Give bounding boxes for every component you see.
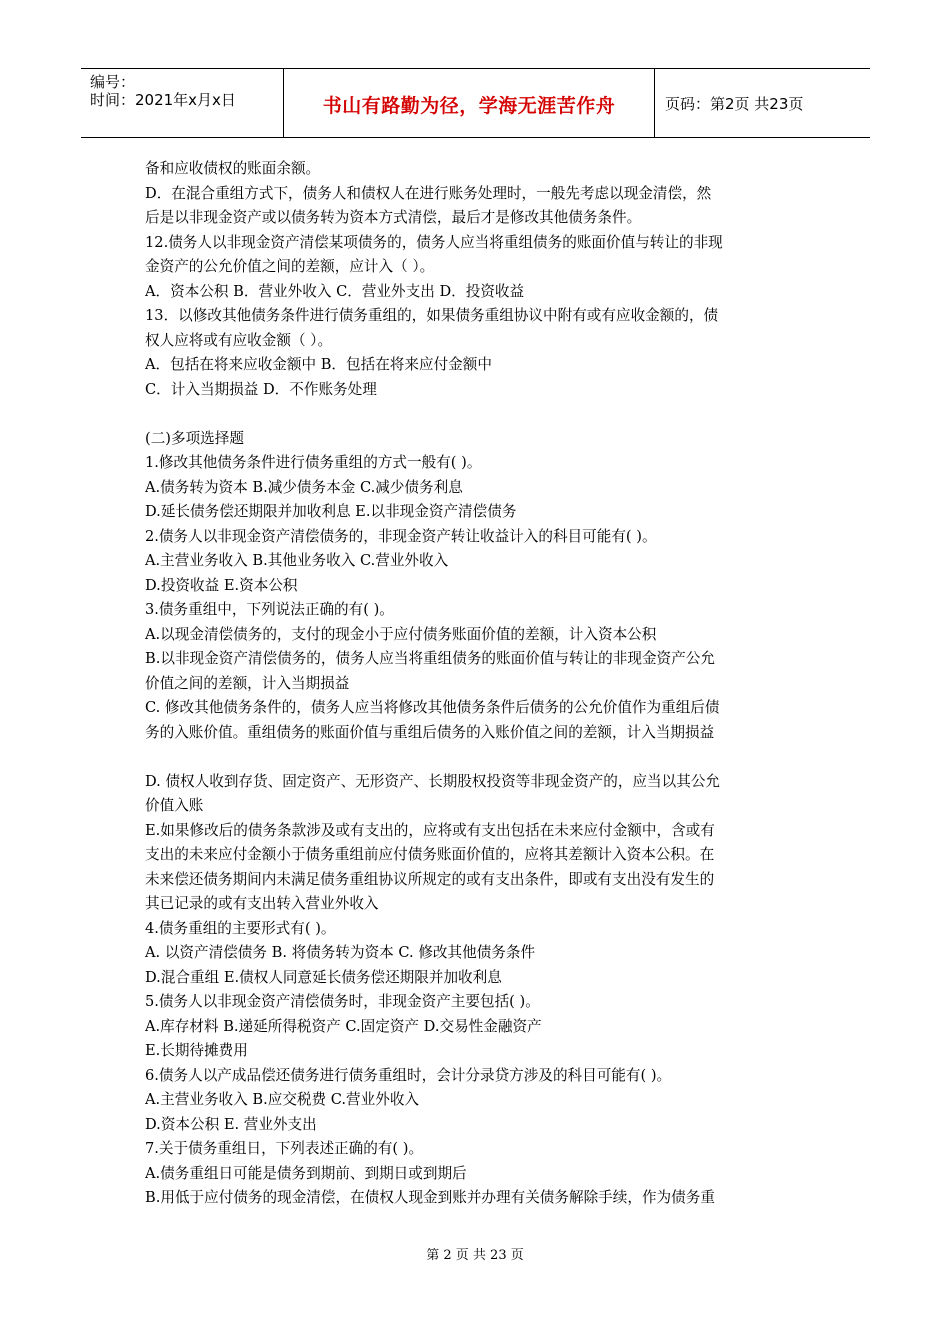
document-body — [145, 157, 810, 1211]
text-line: A.以现金清偿债务的，支付的现金小于应付债务账面价值的差额，计入资本公积 — [145, 625, 657, 643]
text-line: (二)多项选择题 — [145, 429, 244, 447]
text-line: D. 债权人收到存货、固定资产、无形资产、长期股权投资等非现金资产的，应当以其公允 — [145, 772, 721, 790]
page-footer: 第 2 页 共 23 页 — [426, 1248, 524, 1263]
text-line: A.债务转为资本 B.减少债务本金 C.减少债务利息 — [145, 478, 463, 496]
text-line: A．包括在将来应收金额中 B．包括在将来应付金额中 — [145, 356, 492, 373]
text-line: C．计入当期损益 D．不作账务处理 — [145, 380, 377, 398]
text-line: D.投资收益 E.资本公积 — [145, 576, 298, 594]
text-line: 务的入账价值。重组债务的账面价值与重组后债务的入账价值之间的差额，计入当期损益 — [145, 723, 715, 741]
text-line: 1.修改其他债务条件进行债务重组的方式一般有( )。 — [145, 454, 482, 471]
text-line: A.主营业务收入 B.应交税费 C.营业外收入 — [145, 1091, 420, 1108]
text-line: A．资本公积 B．营业外收入 C．营业外支出 D．投资收益 — [145, 282, 525, 300]
header-motto-cell — [284, 69, 655, 137]
text-line: 其已记录的或有支出转入营业外收入 — [145, 895, 379, 912]
text-line: 金资产的公允价值之间的差额，应计入（ ）。 — [145, 258, 435, 275]
text-line: C. 修改其他债务条件的，债务人应当将修改其他债务条件后债务的公允价值作为重组后债 — [145, 699, 720, 716]
header-meta-cell — [81, 69, 284, 137]
text-line: B.用低于应付债务的现金清偿，在债权人现金到账并办理有关债务解除手续，作为债务重 — [145, 1189, 715, 1206]
text-line: 后是以非现金资产或以债务转为资本方式清偿，最后才是修改其他债务条件。 — [145, 209, 642, 226]
text-line: A.债务重组日可能是债务到期前、到期日或到期后 — [145, 1164, 467, 1182]
text-line: 价值之间的差额，计入当期损益 — [145, 674, 350, 692]
text-line: D.混合重组 E.债权人同意延长债务偿还期限并加收利息 — [145, 968, 502, 986]
header-motto: 书山有路勤为径，学海无涯苦作舟 — [322, 95, 616, 117]
text-line: D.延长债务偿还期限并加收利息 E.以非现金资产清偿债务 — [145, 503, 517, 520]
text-line: 未来偿还债务期间内未满足债务重组协议所规定的或有支出条件，即或有支出没有发生的 — [145, 870, 715, 888]
text-line: E.如果修改后的债务条款涉及或有支出的，应将或有支出包括在未来应付金额中，含或有 — [145, 821, 715, 839]
text-line: 13．以修改其他债务条件进行债务重组的，如果债务重组协议中附有或有应收金额的，债 — [145, 307, 719, 324]
text-line — [145, 402, 810, 427]
text-line — [145, 745, 810, 770]
text-line: 备和应收债权的账面余额。 — [145, 160, 321, 177]
text-line: 权人应将或有应收金额（ ）。 — [145, 331, 333, 349]
text-line: 3.债务重组中，下列说法正确的有( )。 — [145, 601, 394, 618]
text-line: E.长期待摊费用 — [145, 1042, 248, 1059]
text-line: 6.债务人以产成品偿还债务进行债务重组时，会计分录贷方涉及的科目可能有( )。 — [145, 1066, 672, 1084]
text-line: 2.债务人以非现金资产清偿债务的，非现金资产转让收益计入的科目可能有( )。 — [145, 527, 657, 545]
text-line: A.主营业务收入 B.其他业务收入 C.营业外收入 — [145, 552, 449, 569]
text-line: 7.关于债务重组日，下列表述正确的有( )。 — [145, 1140, 424, 1157]
text-line: 支出的未来应付金额小于债务重组前应付债务账面价值的，应将其差额计入资本公积。在 — [145, 846, 715, 863]
text-line: 12.债务人以非现金资产清偿某项债务的，债务人应当将重组债务的账面价值与转让的非现 — [145, 233, 723, 251]
document-number-label: 编号： — [90, 73, 136, 91]
text-line: 4.债务重组的主要形式有( )。 — [145, 919, 336, 937]
document-time-label: 时间：2021年x月x日 — [90, 91, 236, 109]
text-line: A.库存材料 B.递延所得税资产 C.固定资产 D.交易性金融资产 — [145, 1017, 542, 1035]
header-page-info: 页码：第2页 共23页 — [665, 95, 804, 113]
text-line: A. 以资产清偿债务 B. 将债务转为资本 C. 修改其他债务条件 — [145, 944, 536, 961]
text-line: D.资本公积 E. 营业外支出 — [145, 1115, 317, 1133]
text-line: 价值入账 — [145, 797, 204, 814]
page-header — [81, 68, 870, 138]
text-line: D．在混合重组方式下，债务人和债权人在进行账务处理时，一般先考虑以现金清偿，然 — [145, 184, 712, 202]
text-line: B.以非现金资产清偿债务的，债务人应当将重组债务的账面价值与转让的非现金资产公允 — [145, 650, 715, 667]
text-line: 5.债务人以非现金资产清偿债务时，非现金资产主要包括( )。 — [145, 993, 540, 1010]
